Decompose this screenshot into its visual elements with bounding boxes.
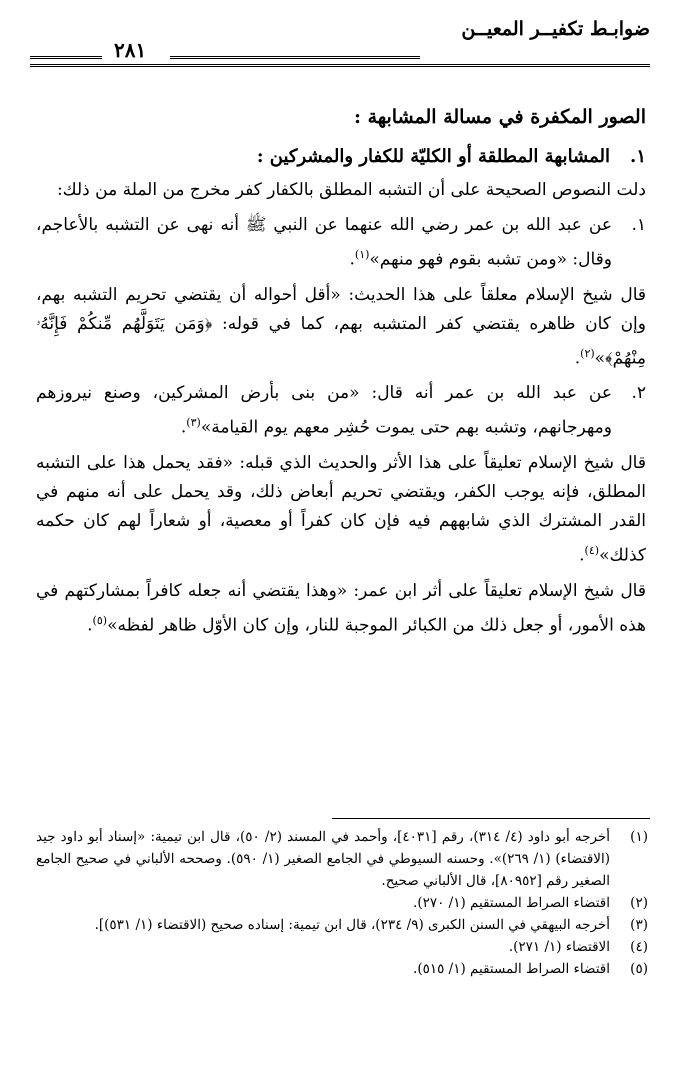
footnote — [36, 914, 648, 936]
sentence-end: . — [579, 545, 585, 566]
sentence-end: . — [87, 615, 93, 636]
list-item-text — [36, 211, 612, 275]
intro-paragraph: دلت النصوص الصحيحة على أن التشبه المطلق بالكفار كفر مخرج من الملة من ذلك: — [56, 180, 646, 200]
footnote-separator — [332, 818, 650, 819]
footnote — [36, 936, 648, 958]
commentary-paragraph — [36, 281, 646, 374]
footnote — [36, 826, 648, 892]
commentary-text: قال شيخ الإسلام معلقاً على هذا الحديث: «أقل أحواله أن يقتضي تحريم التشبه بهم، وإن كان ظاهره يقتضي كفر المتشبه بهم، كما في قوله: ﴿وَمَن يَتَوَلَّهُم مِّنكُمْ فَإِنَّهُۥ مِنْهُمْ﴾» — [36, 284, 646, 369]
page-number: ٢٨١ — [114, 38, 147, 62]
footnote — [36, 958, 648, 980]
commentary-text: قال شيخ الإسلام تعليقاً على هذا الأثر والحديث الذي قبله: «فقد يحمل هذا على التشبه المطلق، فإنه يوجب الكفر، ويقتضي تحريم أبعاض ذلك، وقد يحمل على أنه منهم في القدر المشترك الذي شابههم فيه فإن كان كفراً أو معصية، أو شعاراً لهم كان حكمه كذلك» — [36, 452, 646, 566]
footnote-text: اقتضاء الصراط المستقيم (١/ ٥١٥). — [413, 961, 610, 977]
list-item — [36, 379, 646, 443]
footnotes — [36, 826, 648, 980]
sentence-end: . — [180, 417, 187, 438]
running-title: ضوابـط تكفيــر المعيــن — [461, 18, 650, 40]
commentary-paragraph — [36, 577, 646, 641]
section-title: الصور المكفرة في مسالة المشابهة : — [353, 106, 646, 128]
main-text — [36, 102, 646, 646]
footnote-text: أخرجه البيهقي في السنن الكبرى (٩/ ٢٣٤)، قال ابن تيمية: إسناده صحيح (الاقتضاء (١/ ٥٣١)]. — [94, 917, 610, 933]
footnote-ref: (٥) — [92, 613, 108, 627]
sentence-end: . — [574, 348, 581, 369]
sentence-end: . — [349, 249, 355, 270]
footnote-ref: (٢) — [580, 346, 595, 360]
subheading-number: ١. — [630, 146, 646, 167]
subheading — [36, 142, 646, 172]
footnote-number: (٤) — [630, 939, 648, 955]
header-rule — [30, 64, 650, 67]
list-item-text — [36, 379, 612, 443]
footnote-ref: (٣) — [186, 416, 201, 430]
athar-text: عن عبد الله بن عمر أنه قال: «من بنى بأرض المشركين، وصنع نيروزهم ومهرجانهم، وتشبه بهم حتى يموت حُشِر معهم يوم القيامة» — [36, 383, 612, 438]
page-header — [30, 12, 650, 64]
footnote — [36, 892, 648, 914]
footnote-number: (١) — [630, 829, 648, 845]
list-item-number: ١. — [631, 215, 646, 235]
footnote-text: اقتضاء الصراط المستقيم (١/ ٢٧٠). — [413, 895, 610, 911]
footnote-number: (٣) — [630, 917, 648, 933]
subheading-text: المشابهة المطلقة أو الكليّة للكفار والمشركين : — [256, 146, 610, 167]
footnote-ref: (٤) — [584, 543, 600, 557]
header-rule-left — [30, 56, 102, 59]
hadith-text: عن عبد الله بن عمر رضي الله عنهما عن النبي ﷺ أنه نهى عن التشبه بالأعاجم، وقال: «ومن تشبه بقوم فهو منهم» — [36, 215, 612, 270]
footnote-text: الاقتضاء (١/ ٢٧١). — [508, 939, 610, 955]
footnote-ref: (١) — [354, 248, 370, 261]
footnote-text: أخرجه أبو داود (٤/ ٣١٤)، رقم [٤٠٣١]، وأحمد في المسند (٢/ ٥٠)، قال ابن تيمية: «إسناد أبو داود جيد (الاقتضاء) (١/ ٢٦٩)». وحسنه السيوطي في الجامع الصغير (١/ ٥٩٠). وصححه الألباني في صحيح الجامع الصغير رقم [٨٠٩٥٢]، قال الألباني صحيح. — [36, 829, 611, 889]
footnote-number: (٢) — [630, 895, 648, 911]
commentary-text: قال شيخ الإسلام تعليقاً على أثر ابن عمر: «وهذا يقتضي أنه جعله كافراً بمشاركتهم في هذه الأمور، أو جعل ذلك من الكبائر الموجبة للنار، وإن كان الأوّل ظاهر لفظه» — [36, 580, 646, 636]
list-item-number: ٢. — [631, 383, 646, 404]
commentary-paragraph — [36, 449, 646, 571]
footnote-number: (٥) — [630, 961, 648, 977]
list-item — [36, 211, 646, 275]
header-rule-middle — [170, 56, 420, 59]
